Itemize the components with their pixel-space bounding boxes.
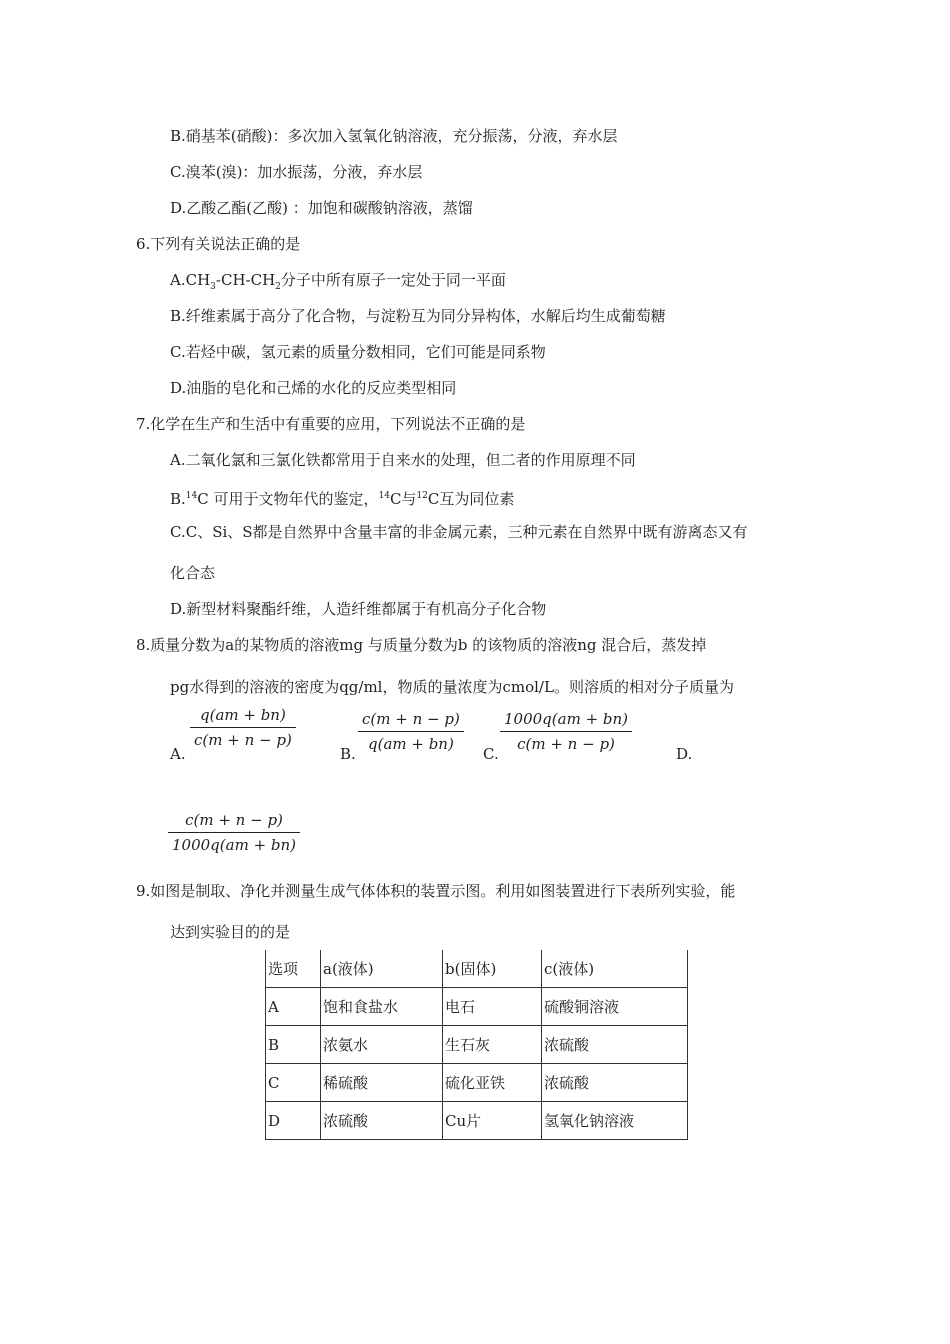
q6-option-c: C.若烃中碳，氢元素的质量分数相同，它们可能是同系物 <box>170 343 546 361</box>
table-cell: B <box>266 1026 321 1064</box>
table-header-cell: a(液体) <box>321 950 443 988</box>
q7-option-a: A.二氧化氯和三氯化铁都常用于自来水的处理，但二者的作用原理不同 <box>170 451 636 469</box>
table-cell: A <box>266 988 321 1026</box>
q9-stem-line2: 达到实验目的的是 <box>170 923 291 941</box>
table-cell: 浓氨水 <box>321 1026 443 1064</box>
table-cell: 浓硫酸 <box>542 1026 688 1064</box>
q7-option-d: D.新型材料聚酯纤维，人造纤维都属于有机高分子化合物 <box>170 600 547 618</box>
fraction-denominator: 1000q(am + bn) <box>172 836 297 854</box>
q8-label-d: D. <box>676 745 693 763</box>
q8-stem-line1: 8.质量分数为a的某物质的溶液mg 与质量分数为b 的该物质的溶液ng 混合后，蒸发掉 <box>136 636 707 654</box>
q9-stem-line1: 9.如图是制取、净化并测量生成气体体积的装置示图。利用如图装置进行下表所列实验，能 <box>136 882 736 900</box>
q8-stem-line2: pg水得到的溶液的密度为qg/ml，物质的量浓度为cmol/L。则溶质的相对分子质量为 <box>170 678 734 696</box>
table-cell: 硫酸铜溶液 <box>542 988 688 1026</box>
fraction-numerator: c(m + n − p) <box>358 710 464 732</box>
table-cell: 氢氧化钠溶液 <box>542 1102 688 1140</box>
q8-label-c: C. <box>483 745 499 763</box>
table-row <box>266 988 688 1026</box>
q6-option-d: D.油脂的皂化和己烯的水化的反应类型相同 <box>170 379 457 397</box>
table-cell: 硫化亚铁 <box>443 1064 542 1102</box>
table-cell: 稀硫酸 <box>321 1064 443 1102</box>
table-cell: C <box>266 1064 321 1102</box>
fraction-numerator: 1000q(am + bn) <box>500 710 632 732</box>
table-header-cell: c(液体) <box>542 950 688 988</box>
q7-stem: 7.化学在生产和生活中有重要的应用，下列说法不正确的是 <box>136 415 526 433</box>
q8-formula-c <box>500 710 632 753</box>
q6-option-a: $A.CH_3-CH-CH_2$分子中所有原子一定处于同一平面 <box>170 271 506 292</box>
table-cell: 生石灰 <box>443 1026 542 1064</box>
q8-formula-b <box>358 710 464 753</box>
table-cell: D <box>266 1102 321 1140</box>
experiment-table <box>265 950 688 1140</box>
q6-stem: 6.下列有关说法正确的是 <box>136 235 301 253</box>
q8-label-b: B. <box>340 745 356 763</box>
table-row <box>266 1026 688 1064</box>
table-header-cell: 选项 <box>266 950 321 988</box>
fraction-denominator: c(m + n − p) <box>194 731 292 749</box>
q7-option-b: B.$^{14}$C 可用于文物年代的鉴定，$^{14}$C与$^{12}$C互为同位素 <box>170 490 515 508</box>
q5-option-b: B.硝基苯(硝酸)：多次加入氢氧化钠溶液，充分振荡，分液，弃水层 <box>170 127 618 145</box>
q8-formula-d <box>168 811 300 854</box>
table-header-row <box>266 950 688 988</box>
table-row <box>266 1102 688 1140</box>
q5-option-d: D.乙酸乙酯(乙酸) ：加饱和碳酸钠溶液，蒸馏 <box>170 199 473 217</box>
table-cell: Cu片 <box>443 1102 542 1140</box>
fraction-numerator: c(m + n − p) <box>168 811 300 833</box>
q7-option-c-line1: C.C、Si、S都是自然界中含量丰富的非金属元素，三种元素在自然界中既有游离态又有 <box>170 523 748 541</box>
q7-option-c-line2: 化合态 <box>170 564 216 582</box>
q6-option-b: B.纤维素属于高分了化合物，与淀粉互为同分异构体，水解后均生成葡萄糖 <box>170 307 666 325</box>
table-cell: 浓硫酸 <box>321 1102 443 1140</box>
table-cell: 浓硫酸 <box>542 1064 688 1102</box>
table-cell: 电石 <box>443 988 542 1026</box>
table-cell: 饱和食盐水 <box>321 988 443 1026</box>
fraction-denominator: c(m + n − p) <box>517 735 615 753</box>
table-header-cell: b(固体) <box>443 950 542 988</box>
table-row <box>266 1064 688 1102</box>
q5-option-c: C.溴苯(溴)：加水振荡，分液，弃水层 <box>170 163 423 181</box>
q8-formula-a <box>190 706 296 749</box>
fraction-denominator: q(am + bn) <box>367 735 454 753</box>
fraction-numerator: q(am + bn) <box>190 706 296 728</box>
q8-label-a: A. <box>170 745 186 763</box>
